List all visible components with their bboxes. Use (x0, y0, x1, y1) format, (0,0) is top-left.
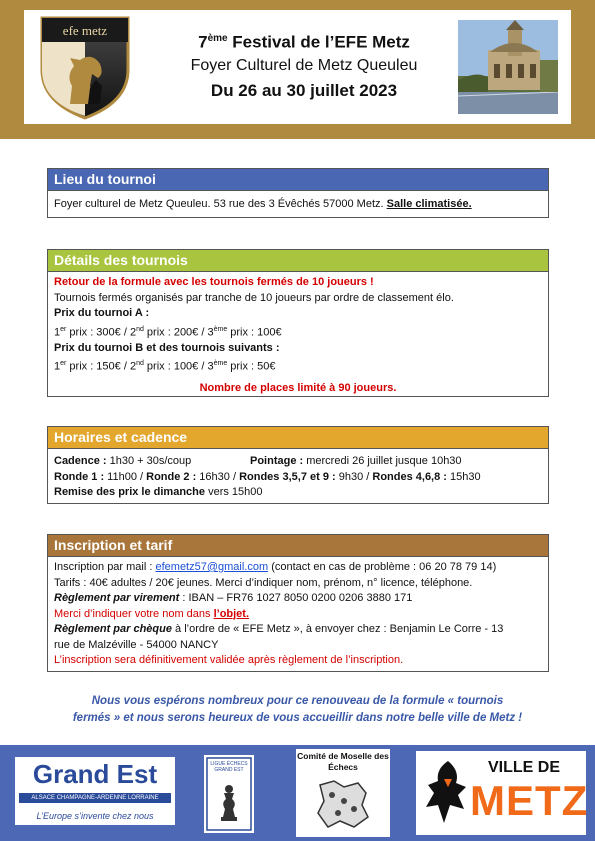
logo-text: efe metz (62, 23, 108, 38)
section-inscription-body (48, 557, 548, 672)
section-inscription-title: Inscription et tarif (48, 535, 548, 557)
efe-metz-logo (36, 14, 134, 120)
ligue-echecs-logo (204, 755, 254, 833)
remise-line: Remise des prix le dimanche vers 15h00 (54, 486, 263, 498)
lieu-highlight: Salle climatisée. (386, 198, 472, 210)
section-inscription (47, 534, 549, 672)
email-link[interactable]: efemetz57@gmail.com (155, 561, 269, 573)
places-limit: Nombre de places limité à 90 joueurs. (199, 382, 397, 395)
festival-title: 7ème Festival de l’EFE Metz (198, 32, 410, 52)
grand-est-logo (15, 757, 175, 825)
prix-a-title: Prix du tournoi A : (54, 307, 150, 319)
header-panel (24, 10, 571, 124)
section-lieu-body (48, 191, 548, 216)
section-horaires-title: Horaires et cadence (48, 427, 548, 449)
details-line2: Tournois fermés organisés par tranche de 10 joueurs par ordre de classement élo. (54, 291, 454, 304)
comite-label: Comité de Moselle des Échecs (297, 751, 389, 772)
cheque-line: Règlement par chèque à l’ordre de « EFE Metz », à envoyer chez : Benjamin Le Corre - 13 (54, 623, 504, 635)
closing-note-line1: Nous vous espérons nombreux pour ce renouveau de la formule « tournois (91, 695, 504, 707)
grand-est-title: Grand Est (32, 759, 158, 789)
header-titles (134, 28, 474, 104)
section-details (47, 249, 549, 397)
ligue-label: LIGUE ÉCHECS GRAND EST (210, 761, 248, 773)
section-horaires (47, 426, 549, 504)
ville-de-label: VILLE DE (488, 759, 561, 776)
comite-moselle-logo (296, 749, 390, 837)
mail-line: Inscription par mail : efemetz57@gmail.com (contact en cas de problème : 06 20 78 79 14) (54, 561, 497, 573)
ville-de-metz-logo (416, 751, 589, 835)
prix-b-line: 1er prix : 150€ / 2nd prix : 100€ / 3ème prix : 50€ (54, 360, 276, 373)
metz-church-photo (458, 20, 558, 114)
virement-line: Règlement par virement : IBAN – FR76 1027 8050 0200 0206 3880 171 (54, 592, 413, 604)
final-line: L’inscription sera définitivement validée après règlement de l’inscription. (54, 654, 404, 666)
closing-note (40, 693, 555, 727)
details-red-line: Retour de la formule avec les tournois fermés de 10 joueurs ! (54, 276, 374, 288)
header-band (0, 0, 595, 139)
grand-est-sub: ALSACE CHAMPAGNE-ARDENNE LORRAINE (19, 793, 171, 803)
cheque-line-2: rue de Malzéville - 54000 NANCY (54, 638, 219, 651)
closing-note-line2: fermés » et nous serons heureux de vous accueillir dans notre belle ville de Metz ! (72, 712, 523, 724)
rondes-line: Ronde 1 : 11h00 / Ronde 2 : 16h30 / Rondes 3,5,7 et 9 : 9h30 / Rondes 4,6,8 : 15h30 (54, 470, 481, 483)
tarifs-line: Tarifs : 40€ adultes / 20€ jeunes. Merci d’indiquer nom, prénom, n° licence, téléphone. (54, 576, 473, 589)
section-details-title: Détails des tournois (48, 250, 548, 272)
festival-dates: Du 26 au 30 juillet 2023 (210, 80, 398, 100)
metz-label: METZ (470, 777, 589, 824)
prix-a-line: 1er prix : 300€ / 2nd prix : 200€ / 3ème prix : 100€ (54, 325, 282, 339)
objet-line: Merci d’indiquer votre nom dans l’objet. (54, 607, 250, 620)
section-horaires-body (48, 449, 548, 504)
venue-name: Foyer Culturel de Metz Queuleu (190, 56, 418, 74)
prix-b-title: Prix du tournoi B et des tournois suivants : (54, 341, 280, 354)
cadence-line: Cadence : 1h30 + 30s/coup Pointage : mercredi 26 juillet jusque 10h30 (54, 454, 542, 470)
grand-est-tagline: L’Europe s’invente chez nous (36, 811, 154, 821)
section-lieu-title: Lieu du tournoi (48, 169, 548, 191)
lieu-address: Foyer culturel de Metz Queuleu. 53 rue des 3 Évêchés 57000 Metz. (54, 198, 387, 210)
section-lieu (47, 168, 549, 218)
pointage: Pointage : mercredi 26 juillet jusque 10h30 (250, 455, 462, 467)
footer-band (0, 745, 595, 841)
section-details-body (48, 272, 548, 400)
